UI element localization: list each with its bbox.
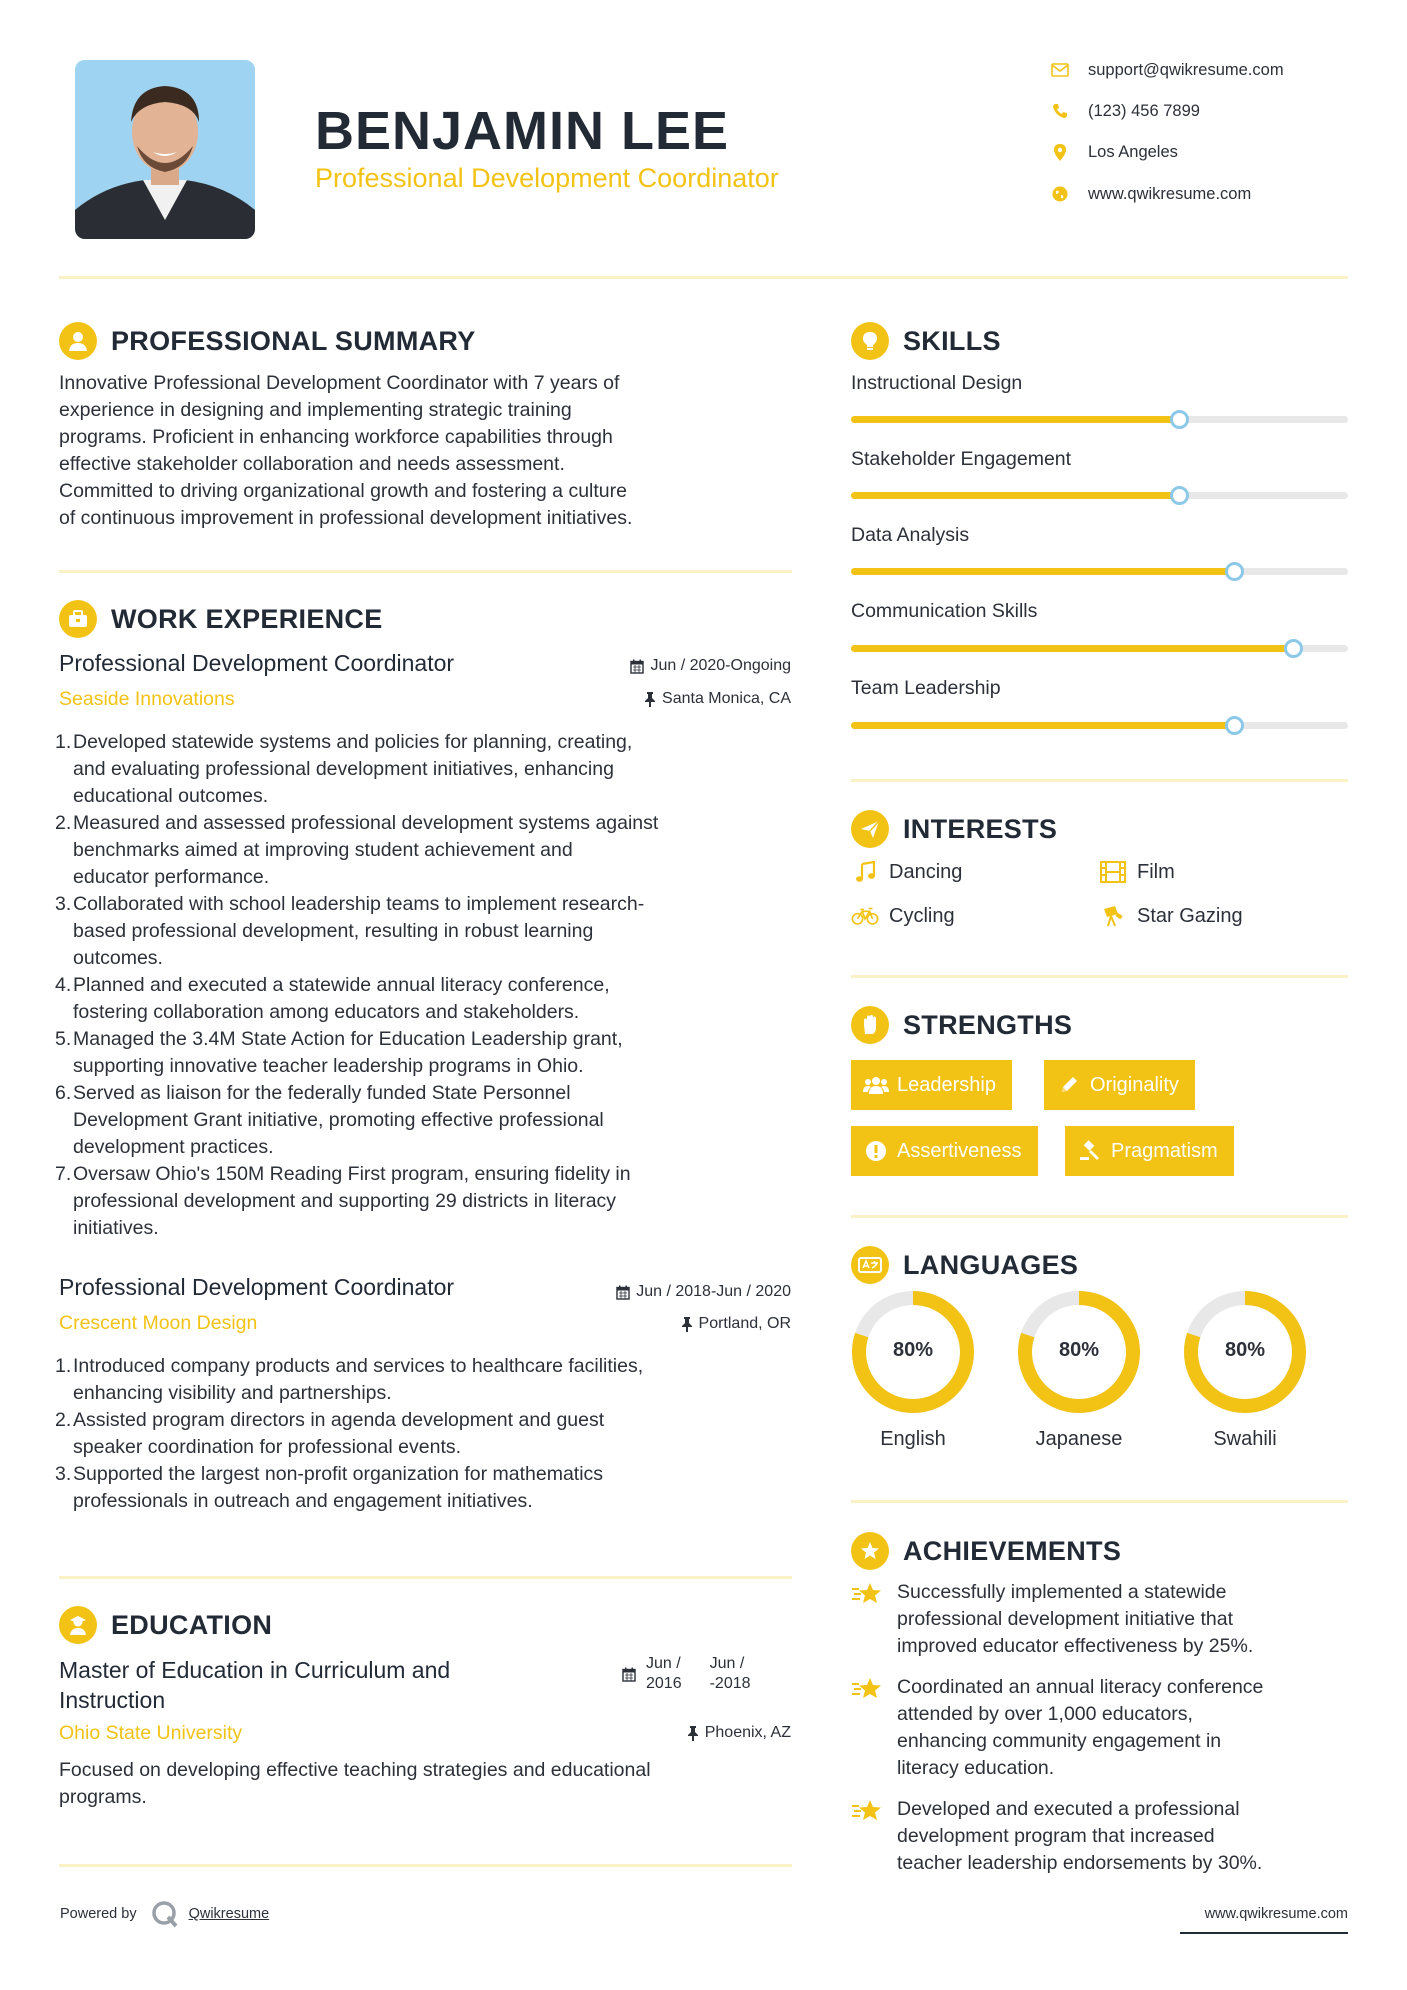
interest-label: Star Gazing	[1137, 904, 1243, 927]
achievement-line: improved educator effectiveness by 25%.	[897, 1635, 1254, 1657]
briefcase-icon	[59, 600, 97, 638]
paper-plane-icon	[851, 810, 889, 848]
job-location-text: Portland, OR	[698, 1315, 791, 1332]
skills-heading-text: SKILLS	[903, 325, 1001, 356]
list-item: 3. Collaborated with school leadership teams to implement research- based professional development, resulting in robust learning outcomes.	[55, 893, 645, 969]
skill-bar-knob	[1170, 410, 1189, 429]
pencil-icon	[1056, 1073, 1082, 1097]
achievement-line: enhancing community engagement in	[897, 1730, 1222, 1752]
summary-heading	[59, 322, 476, 360]
strength-tag	[851, 1060, 1012, 1110]
language-percent: 80%	[892, 1339, 934, 1361]
language-percent: 80%	[1058, 1339, 1100, 1361]
skill-bar-fill	[851, 645, 1293, 652]
lightbulb-icon	[851, 322, 889, 360]
education-location	[470, 1724, 791, 1742]
achievement-line: literacy education.	[897, 1757, 1055, 1779]
contact-phone[interactable]	[1050, 96, 1200, 126]
achievement-line: teacher leadership endorsements by 30%.	[897, 1852, 1263, 1874]
school-name: Ohio State University	[59, 1722, 243, 1744]
job-date	[470, 657, 791, 675]
summary-line: of continuous improvement in professional development initiatives.	[59, 507, 633, 529]
globe-icon	[1050, 184, 1070, 204]
summary-line: Innovative Professional Development Coordinator with 7 years of	[59, 372, 620, 394]
map-pin-icon	[1050, 142, 1070, 162]
language-name: English	[880, 1428, 946, 1450]
hand-icon	[851, 1006, 889, 1044]
strength-label: Pragmatism	[1111, 1139, 1218, 1162]
interest-item	[1099, 904, 1243, 928]
degree-title	[59, 1655, 450, 1715]
skill-label: Data Analysis	[851, 524, 970, 546]
work-heading	[59, 600, 383, 638]
summary-heading-text: PROFESSIONAL SUMMARY	[111, 325, 476, 356]
languages-heading	[851, 1246, 1078, 1284]
interest-item	[851, 904, 955, 928]
strength-tag	[1065, 1126, 1234, 1176]
list-item: 4. Planned and executed a statewide annual literacy conference, fostering collaboration among educators and stakeholders.	[55, 974, 610, 1023]
work-divider	[59, 1576, 792, 1579]
interest-item	[1099, 860, 1175, 884]
profile-photo	[75, 60, 255, 239]
language-name: Japanese	[1035, 1428, 1123, 1450]
gavel-icon	[1077, 1139, 1103, 1163]
music-note-icon	[851, 860, 879, 884]
contact-email-text: support@qwikresume.com	[1088, 60, 1284, 79]
skill-bar-fill	[851, 416, 1179, 423]
skill-label: Instructional Design	[851, 372, 1023, 394]
calendar-icon	[622, 1667, 636, 1682]
job-location-text: Santa Monica, CA	[662, 690, 791, 707]
achievement-line: Developed and executed a professional	[897, 1798, 1240, 1820]
summary-text	[59, 370, 799, 532]
user-icon	[59, 322, 97, 360]
degree-line: Instruction	[59, 1687, 166, 1713]
list-item: 2. Measured and assessed professional development systems against benchmarks aimed at improving student achievement and educator performance.	[55, 812, 659, 888]
star-icon	[851, 1579, 887, 1660]
degree-line: Master of Education in Curriculum and	[59, 1657, 451, 1683]
envelope-icon	[1050, 60, 1070, 80]
language-percent: 80%	[1224, 1339, 1266, 1361]
list-item: 3. Supported the largest non-profit organization for mathematics professionals in outreach and engagement initiatives.	[55, 1463, 604, 1512]
skill-bar-fill	[851, 568, 1234, 575]
phone-icon	[1050, 101, 1070, 121]
list-item: 1. Introduced company products and services to healthcare facilities, enhancing visibility and partnerships.	[55, 1355, 644, 1404]
skill-bar-fill	[851, 722, 1234, 729]
contact-phone-text: (123) 456 7899	[1088, 101, 1200, 120]
strengths-divider	[851, 1215, 1348, 1218]
strengths-heading	[851, 1006, 1072, 1044]
contact-location	[1050, 137, 1178, 167]
list-item: 2. Assisted program directors in agenda development and guest speaker coordination for professional events.	[55, 1409, 605, 1458]
skill-label: Team Leadership	[851, 677, 1001, 699]
languages-divider	[851, 1500, 1348, 1503]
film-icon	[1099, 860, 1127, 884]
star-icon	[851, 1674, 887, 1782]
interest-label: Cycling	[889, 904, 955, 927]
strength-label: Assertiveness	[897, 1139, 1022, 1162]
summary-line: programs. Proficient in enhancing workforce capabilities through	[59, 426, 613, 448]
qwikresume-link[interactable]: Qwikresume	[188, 1906, 270, 1922]
skill-label: Communication Skills	[851, 600, 1038, 622]
contact-website-text: www.qwikresume.com	[1088, 184, 1252, 203]
contact-location-text: Los Angeles	[1088, 142, 1178, 161]
skill-bar	[851, 568, 1348, 575]
skill-bar-knob	[1225, 716, 1244, 735]
skill-bar	[851, 492, 1348, 499]
job-date-text: Jun / 2020-Ongoing	[650, 657, 791, 674]
skills-heading	[851, 322, 1001, 360]
list-item: 1. Developed statewide systems and policies for planning, creating, and evaluating professional development initiatives, enhancing educational outcomes.	[55, 731, 633, 807]
work-heading-text: WORK EXPERIENCE	[111, 603, 383, 634]
footer-website-link[interactable]: www.qwikresume.com	[1204, 1906, 1348, 1922]
job-duties	[55, 1353, 795, 1515]
users-icon	[863, 1073, 889, 1097]
skill-bar-knob	[1170, 486, 1189, 505]
languages-heading-text: LANGUAGES	[903, 1249, 1079, 1280]
education-desc-line: programs.	[59, 1786, 147, 1808]
interest-label: Dancing	[889, 860, 963, 883]
list-item: 5. Managed the 3.4M State Action for Education Leadership grant, supporting innovative teacher leadership programs in Ohio.	[55, 1028, 623, 1077]
achievements-heading-text: ACHIEVEMENTS	[903, 1535, 1122, 1566]
education-divider	[59, 1864, 792, 1867]
skill-bar	[851, 722, 1348, 729]
education-end-month: Jun /	[709, 1655, 745, 1672]
summary-line: experience in designing and implementing strategic training	[59, 399, 572, 421]
candidate-name: BENJAMIN LEE	[315, 101, 730, 161]
exclamation-icon	[863, 1139, 889, 1163]
job-location	[470, 690, 791, 708]
telescope-icon	[1099, 904, 1127, 928]
job-location	[470, 1315, 791, 1333]
skill-label: Stakeholder Engagement	[851, 448, 1072, 470]
candidate-title: Professional Development Coordinator	[315, 163, 779, 193]
list-item: 7. Oversaw Ohio's 150M Reading First program, ensuring fidelity in professional development and supporting 29 districts in literacy initiatives.	[55, 1163, 631, 1239]
company-name: Seaside Innovations	[59, 688, 235, 710]
contact-email[interactable]	[1050, 55, 1284, 85]
footer-underline	[1180, 1932, 1348, 1934]
pushpin-icon	[687, 1726, 699, 1741]
qwikresume-logo-icon	[151, 1900, 179, 1928]
skill-bar	[851, 416, 1348, 423]
job-date	[470, 1283, 791, 1301]
header-divider	[59, 276, 1348, 279]
interest-item	[851, 860, 962, 884]
achievement-item	[851, 1796, 1367, 1877]
summary-line: Committed to driving organizational growth and fostering a culture	[59, 480, 627, 502]
star-icon	[851, 1796, 887, 1877]
achievement-line: Coordinated an annual literacy conference	[897, 1676, 1264, 1698]
trophy-icon	[851, 1532, 889, 1570]
interests-heading-text: INTERESTS	[903, 813, 1058, 844]
contact-website[interactable]	[1050, 179, 1251, 209]
achievement-line: Successfully implemented a statewide	[897, 1581, 1227, 1603]
education-start-month: Jun /	[646, 1655, 681, 1672]
interests-divider	[851, 975, 1348, 978]
education-end-year: -2018	[709, 1675, 751, 1692]
graduate-icon	[59, 1606, 97, 1644]
pushpin-icon	[681, 1317, 693, 1332]
education-description	[59, 1757, 799, 1811]
summary-line: effective stakeholder collaboration and needs assessment.	[59, 453, 565, 475]
strength-tag	[1044, 1060, 1195, 1110]
calendar-icon	[630, 659, 644, 674]
achievement-item	[851, 1674, 1367, 1782]
list-item: 6. Served as liaison for the federally funded State Personnel Development Grant initiative, promoting effective professional development practices.	[55, 1082, 604, 1158]
skill-bar	[851, 645, 1348, 652]
interest-label: Film	[1137, 860, 1175, 883]
education-desc-line: Focused on developing effective teaching strategies and educational	[59, 1759, 651, 1781]
education-date	[622, 1654, 751, 1694]
achievement-line: development program that increased	[897, 1825, 1215, 1847]
strength-tag	[851, 1126, 1038, 1176]
education-heading-text: EDUCATION	[111, 1609, 273, 1640]
job-title: Professional Development Coordinator	[59, 650, 455, 676]
powered-by-label: Powered by	[60, 1906, 137, 1922]
job-duties	[55, 729, 795, 1242]
achievement-line: professional development initiative that	[897, 1608, 1234, 1630]
summary-divider	[59, 570, 792, 573]
strength-label: Leadership	[897, 1073, 996, 1096]
calendar-icon	[616, 1285, 630, 1300]
education-start-year: 2016	[646, 1675, 682, 1692]
skill-bar-knob	[1225, 562, 1244, 581]
skills-divider	[851, 779, 1348, 782]
achievements-heading	[851, 1532, 1121, 1570]
translate-icon	[851, 1246, 889, 1284]
company-name: Crescent Moon Design	[59, 1312, 258, 1334]
pushpin-icon	[644, 692, 656, 707]
powered-by	[60, 1900, 269, 1928]
job-title: Professional Development Coordinator	[59, 1274, 455, 1300]
bicycle-icon	[851, 904, 879, 928]
achievement-item	[851, 1579, 1367, 1660]
job-date-text: Jun / 2018-Jun / 2020	[636, 1283, 791, 1300]
strengths-heading-text: STRENGTHS	[903, 1009, 1073, 1040]
skill-bar-knob	[1284, 639, 1303, 658]
education-heading	[59, 1606, 272, 1644]
language-name: Swahili	[1213, 1428, 1277, 1450]
strength-label: Originality	[1090, 1073, 1179, 1096]
achievement-line: attended by over 1,000 educators,	[897, 1703, 1193, 1725]
skill-bar-fill	[851, 492, 1179, 499]
education-location-text: Phoenix, AZ	[704, 1724, 791, 1741]
interests-heading	[851, 810, 1057, 848]
